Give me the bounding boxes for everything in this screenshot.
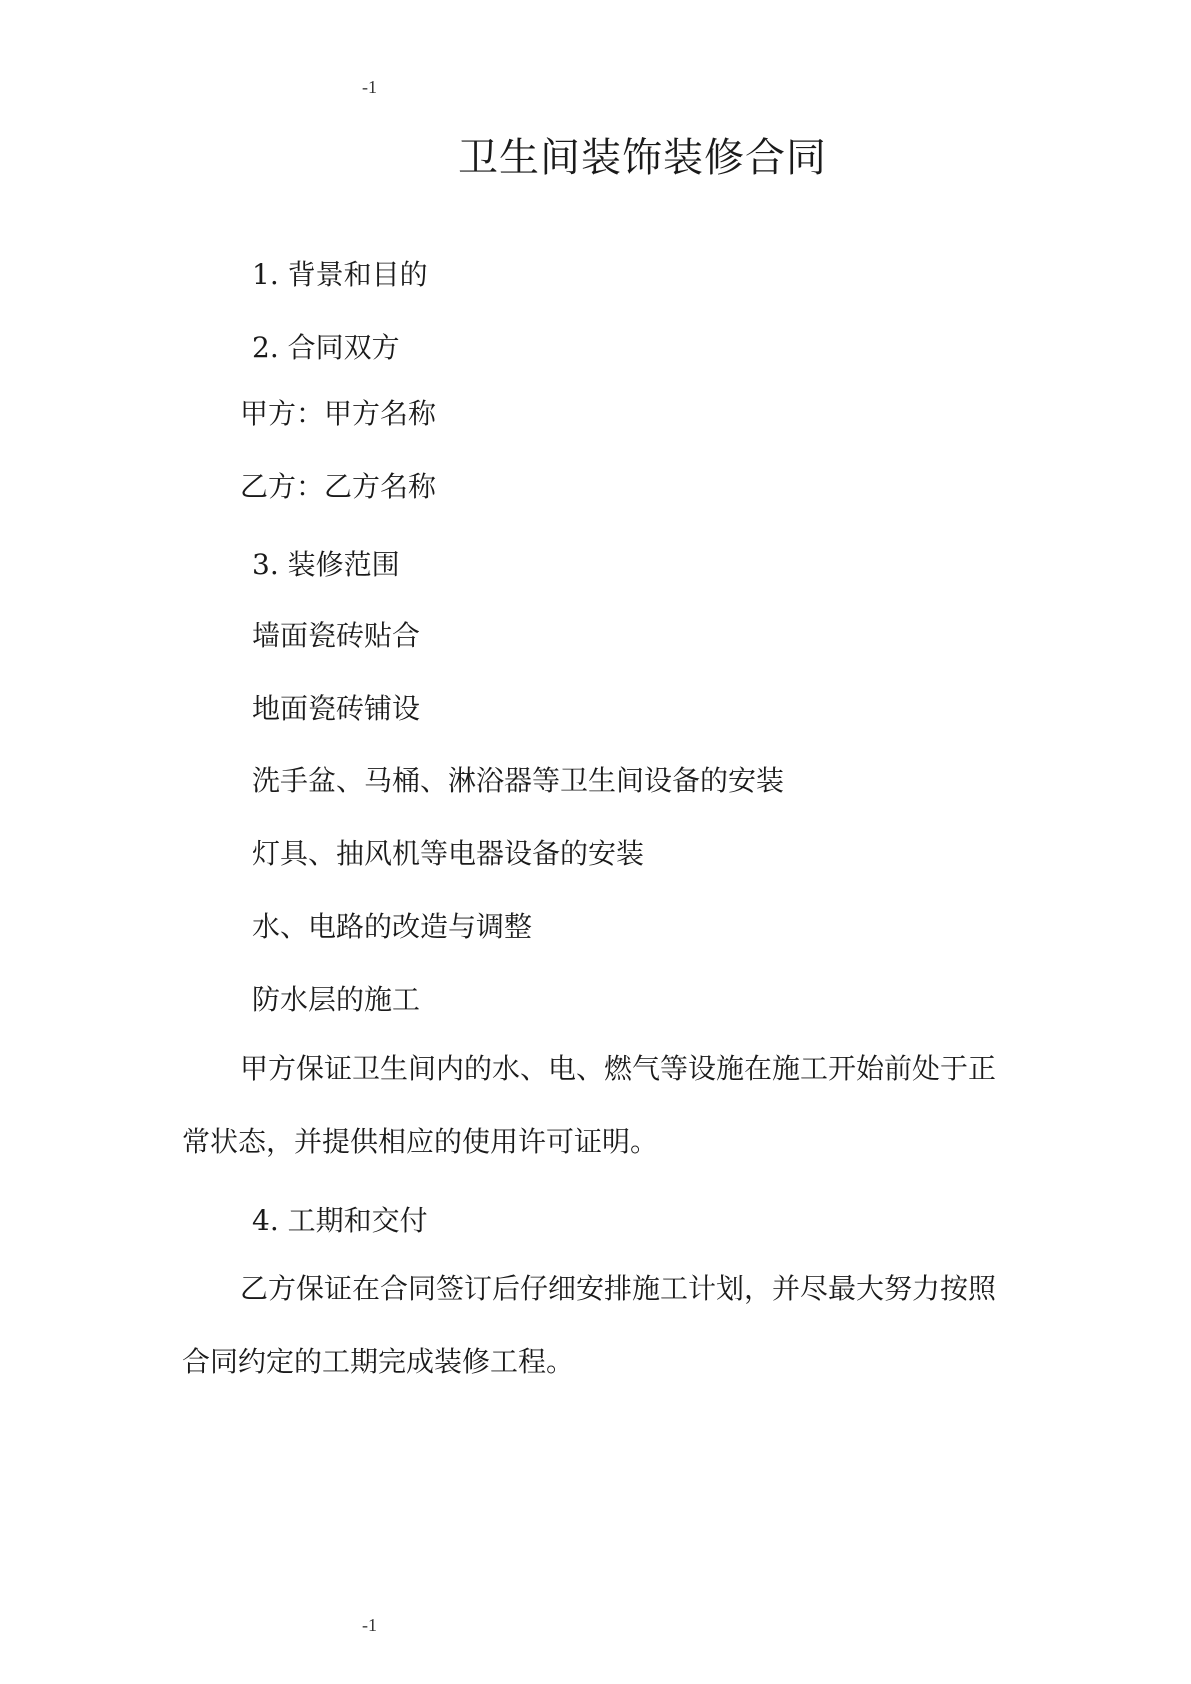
section-1-heading: 1. 背景和目的 — [252, 258, 428, 291]
scope-item: 防水层的施工 — [252, 983, 421, 1016]
scope-item: 水、电路的改造与调整 — [252, 910, 533, 943]
party-b-line: 乙方：乙方名称 — [240, 470, 437, 503]
party-a-line: 甲方：甲方名称 — [240, 397, 437, 430]
paragraph-line: 甲方保证卫生间内的水、电、燃气等设施在施工开始前处于正 — [240, 1052, 997, 1085]
document-title: 卫生间装饰装修合同 — [458, 135, 827, 181]
paragraph-line: 乙方保证在合同签订后仔细安排施工计划，并尽最大努力按照 — [240, 1272, 997, 1305]
scope-item: 洗手盆、马桶、淋浴器等卫生间设备的安装 — [252, 764, 785, 797]
section-2-heading: 2. 合同双方 — [252, 331, 400, 364]
paragraph-line: 常状态，并提供相应的使用许可证明。 — [182, 1125, 659, 1158]
section-3-heading: 3. 装修范围 — [252, 548, 400, 581]
paragraph-line: 合同约定的工期完成装修工程。 — [182, 1345, 575, 1378]
scope-item: 墙面瓷砖贴合 — [252, 619, 421, 652]
header-page-number: -1 — [362, 77, 377, 97]
scope-item: 灯具、抽风机等电器设备的安装 — [252, 837, 645, 870]
scope-item: 地面瓷砖铺设 — [252, 692, 421, 725]
footer-page-number: -1 — [362, 1615, 377, 1635]
section-4-heading: 4. 工期和交付 — [252, 1204, 428, 1237]
